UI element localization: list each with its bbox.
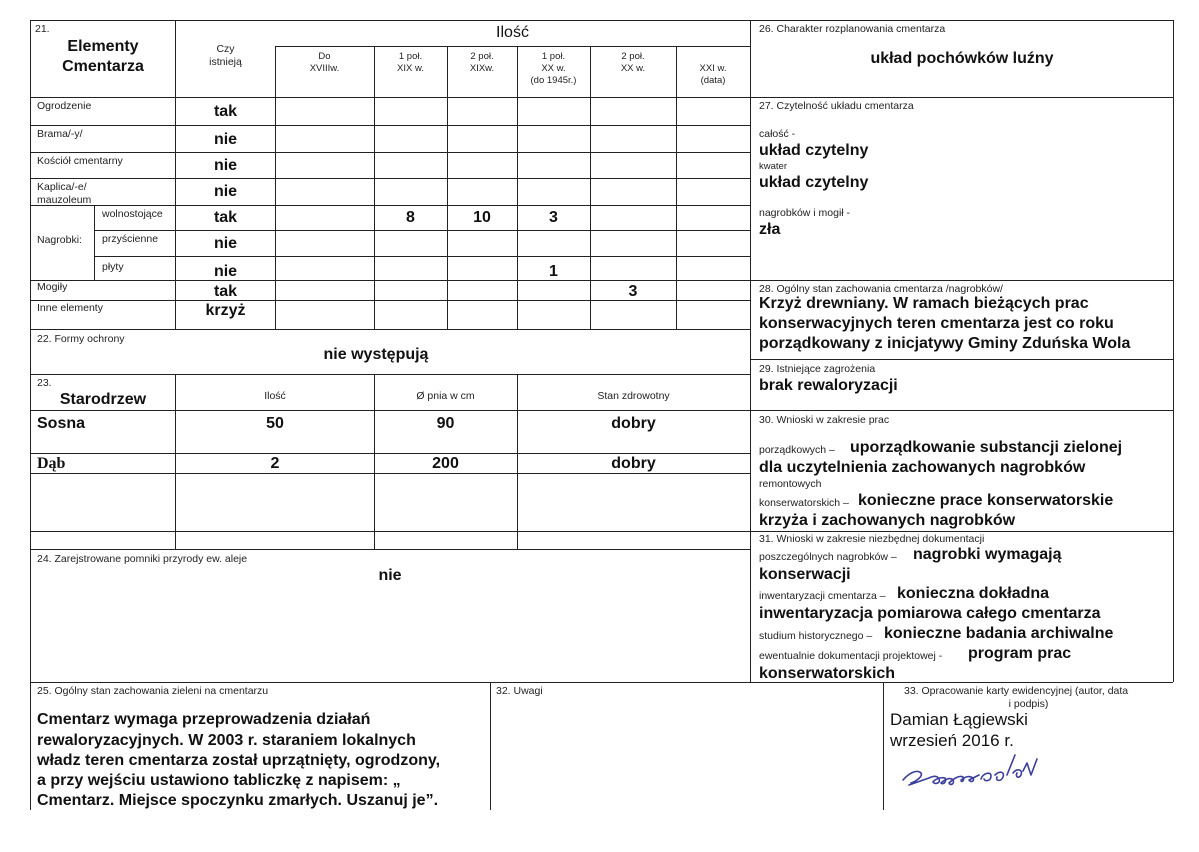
works-conservation-value: konieczne prace konserwatorskie: [858, 492, 1114, 509]
section-number: 23.: [37, 377, 52, 389]
layout-character-value: układ pochówków luźny: [870, 50, 1054, 67]
exists-header-line2: istnieją: [209, 56, 242, 68]
legibility-whole-value: układ czytelny: [759, 142, 869, 159]
doc-inventory-value: konieczna dokładna: [897, 585, 1050, 602]
period-header: 1 poł.: [541, 51, 566, 62]
rule: [275, 46, 276, 330]
greenery-condition-label: 25. Ogólny stan zachowania zieleni na cmentarzu: [37, 685, 269, 697]
layout-character-label: 26. Charakter rozplanowania cmentarza: [759, 23, 946, 35]
greenery-condition-line: Cmentarz. Miejsce spoczynku zmarłych. Uszanuj je”.: [37, 792, 439, 809]
old-trees-col-health: Stan zdrowotny: [597, 390, 670, 402]
rule: [30, 549, 750, 550]
works-conservation-value-line2: krzyża i zachowanych nagrobków: [759, 512, 1016, 529]
rule: [94, 205, 95, 280]
period-header: XXI w.: [699, 63, 727, 74]
rule: [30, 682, 1173, 683]
tree-health: dobry: [611, 415, 656, 432]
section-number: 21.: [35, 23, 50, 35]
period-count: 8: [406, 209, 415, 226]
rule: [30, 20, 31, 810]
rule: [750, 410, 1173, 411]
element-exists: nie: [213, 183, 238, 200]
doc-history-label: studium historycznego –: [759, 630, 873, 642]
rule: [30, 205, 750, 206]
rule: [517, 46, 518, 330]
works-cleanup-value: uporządkowanie substancji zielonej: [850, 439, 1123, 456]
rule: [94, 230, 750, 231]
element-exists: nie: [213, 235, 238, 252]
period-header: XVIIIw.: [309, 63, 340, 74]
signature-image: [895, 735, 1045, 795]
doc-graves-value: nagrobki wymagają: [913, 546, 1062, 563]
rule: [30, 374, 750, 375]
rule: [30, 531, 1173, 532]
element-exists: nie: [213, 157, 238, 174]
cemetery-condition-label: 28. Ogólny stan zachowania cmentarza /nagrobków/: [759, 283, 1003, 295]
doc-inventory-label: inwentaryzacji cmentarza –: [759, 590, 886, 602]
greenery-condition-line: władz teren cmentarza został uprzątnięty, ogrodzony,: [37, 752, 441, 769]
doc-graves-value-line2: konserwacji: [759, 566, 851, 583]
element-label: Brama/-y/: [37, 128, 83, 140]
threats-value: brak rewaloryzacji: [759, 377, 898, 394]
rule: [750, 20, 751, 682]
gravestones-group-label: Nagrobki:: [37, 234, 82, 246]
element-exists: nie: [213, 263, 238, 280]
element-label: Ogrodzenie: [37, 100, 92, 112]
greenery-condition-line: Cmentarz wymaga przeprowadzenia działań: [37, 711, 371, 728]
element-label: Kaplica/-e/: [37, 181, 87, 193]
rule: [676, 46, 677, 330]
rule: [30, 329, 750, 330]
period-header: (data): [700, 75, 726, 86]
doc-graves-label: poszczególnych nagrobków –: [759, 551, 897, 563]
element-label: Kościół cmentarny: [37, 155, 123, 167]
doc-project-value-line2: konserwatorskich: [759, 665, 896, 682]
period-count: 10: [473, 209, 491, 226]
cemetery-condition-line: konserwacyjnych teren cmentarza jest co roku: [759, 315, 1114, 332]
rule: [30, 152, 750, 153]
rule: [30, 20, 1173, 21]
rule: [447, 46, 448, 330]
tree-species: Sosna: [37, 415, 86, 432]
author-date: wrzesień 2016 r.: [890, 731, 1014, 750]
tree-species: Dąb: [37, 455, 66, 472]
element-exists: tak: [213, 283, 238, 300]
period-header: XX w.: [541, 63, 566, 74]
rule: [30, 125, 750, 126]
natural-monuments-label: 24. Zarejstrowane pomniki przyrody ew. aleje: [37, 553, 248, 565]
rule: [30, 453, 750, 454]
works-cleanup-value-line2: dla uczytelnienia zachowanych nagrobków: [759, 459, 1086, 476]
doc-project-value: program prac: [968, 645, 1072, 662]
greenery-condition-line: rewaloryzacyjnych. W 2003 r. staraniem lokalnych: [37, 732, 416, 749]
old-trees-col-count: Ilość: [264, 390, 286, 402]
rule: [374, 46, 375, 330]
period-header: 1 poł.: [398, 51, 423, 62]
quantity-header: Ilość: [496, 24, 529, 41]
rule: [30, 473, 750, 474]
rule: [94, 256, 750, 257]
element-exists: krzyż: [205, 302, 246, 319]
elements-title-line2: Cmentarza: [62, 58, 144, 75]
element-label-line2: mauzoleum: [37, 194, 92, 206]
tree-count: 2: [270, 455, 280, 472]
rule: [490, 682, 491, 810]
element-exists: tak: [213, 103, 238, 120]
natural-monuments-value: nie: [378, 567, 402, 584]
works-conclusions-label: 30. Wnioski w zakresie prac: [759, 414, 890, 426]
cemetery-condition-line: Krzyż drewniany. W ramach bieżących prac: [759, 295, 1089, 312]
legibility-quarters-label: kwater: [759, 161, 787, 172]
rule: [750, 359, 1173, 360]
remarks-label: 32. Uwagi: [496, 685, 543, 697]
period-count: 1: [549, 263, 558, 280]
period-header: Do: [318, 51, 331, 62]
legibility-graves-value: zła: [759, 221, 781, 238]
doc-history-value: konieczne badania archiwalne: [884, 625, 1114, 642]
element-label: wolnostojące: [102, 208, 163, 220]
tree-count: 50: [266, 415, 284, 432]
tree-diameter: 200: [432, 455, 459, 472]
documentation-conclusions-label: 31. Wnioski w zakresie niezbędnej dokumentacji: [759, 533, 985, 545]
author-label: 33. Opracowanie karty ewidencyjnej (autor, data: [904, 685, 1129, 697]
greenery-condition-line: a przy wejściu ustawiono tabliczkę z napisem: „: [37, 772, 401, 789]
period-header: XX w.: [620, 63, 646, 74]
rule: [30, 410, 750, 411]
period-header: XIX w.: [397, 63, 424, 74]
rule: [1173, 20, 1174, 682]
period-header: 2 poł.: [470, 51, 494, 62]
author-label-line2: i podpis): [1008, 698, 1049, 710]
doc-inventory-value-line2: inwentaryzacja pomiarowa całego cmentarza: [759, 605, 1101, 622]
element-label: płyty: [102, 261, 124, 273]
period-header: 2 poł.: [621, 51, 645, 62]
threats-label: 29. Istniejące zagrożenia: [759, 363, 876, 375]
works-cleanup-label: porządkowych –: [759, 444, 835, 456]
tree-health: dobry: [611, 455, 656, 472]
element-label: przyścienne: [102, 233, 159, 245]
layout-legibility-label: 27. Czytelność układu cmentarza: [759, 100, 914, 112]
element-exists: nie: [213, 131, 238, 148]
elements-title-line1: Elementy: [67, 38, 139, 55]
period-count: 3: [549, 209, 558, 226]
element-exists: tak: [213, 209, 238, 226]
old-trees-title: Starodrzew: [59, 391, 147, 408]
works-repair-label: remontowych: [759, 478, 822, 490]
works-conservation-label: konserwatorskich –: [759, 497, 849, 509]
protection-forms-value: nie występują: [323, 346, 429, 363]
rule: [275, 46, 750, 47]
exists-header-line1: Czy: [216, 43, 235, 55]
legibility-graves-label: nagrobków i mogił -: [759, 207, 851, 219]
author-name: Damian Łągiewski: [890, 710, 1028, 729]
old-trees-col-diameter: Ø pnia w cm: [416, 390, 475, 402]
rule: [30, 178, 750, 179]
rule: [30, 97, 1173, 98]
element-label: Mogiły: [37, 281, 68, 293]
element-label: Inne elementy: [37, 302, 103, 314]
period-count: 3: [628, 283, 638, 300]
cemetery-condition-line: porządkowany z inicjatywy Gminy Zduńska Wola: [759, 335, 1131, 352]
doc-project-label: ewentualnie dokumentacji projektowej -: [759, 650, 943, 662]
period-header: XIXw.: [469, 63, 495, 74]
legibility-whole-label: całość -: [759, 128, 796, 140]
period-header: (do 1945r.): [530, 75, 577, 86]
protection-forms-label: 22. Formy ochrony: [37, 333, 125, 345]
tree-diameter: 90: [436, 415, 455, 432]
legibility-quarters-value: układ czytelny: [759, 174, 869, 191]
